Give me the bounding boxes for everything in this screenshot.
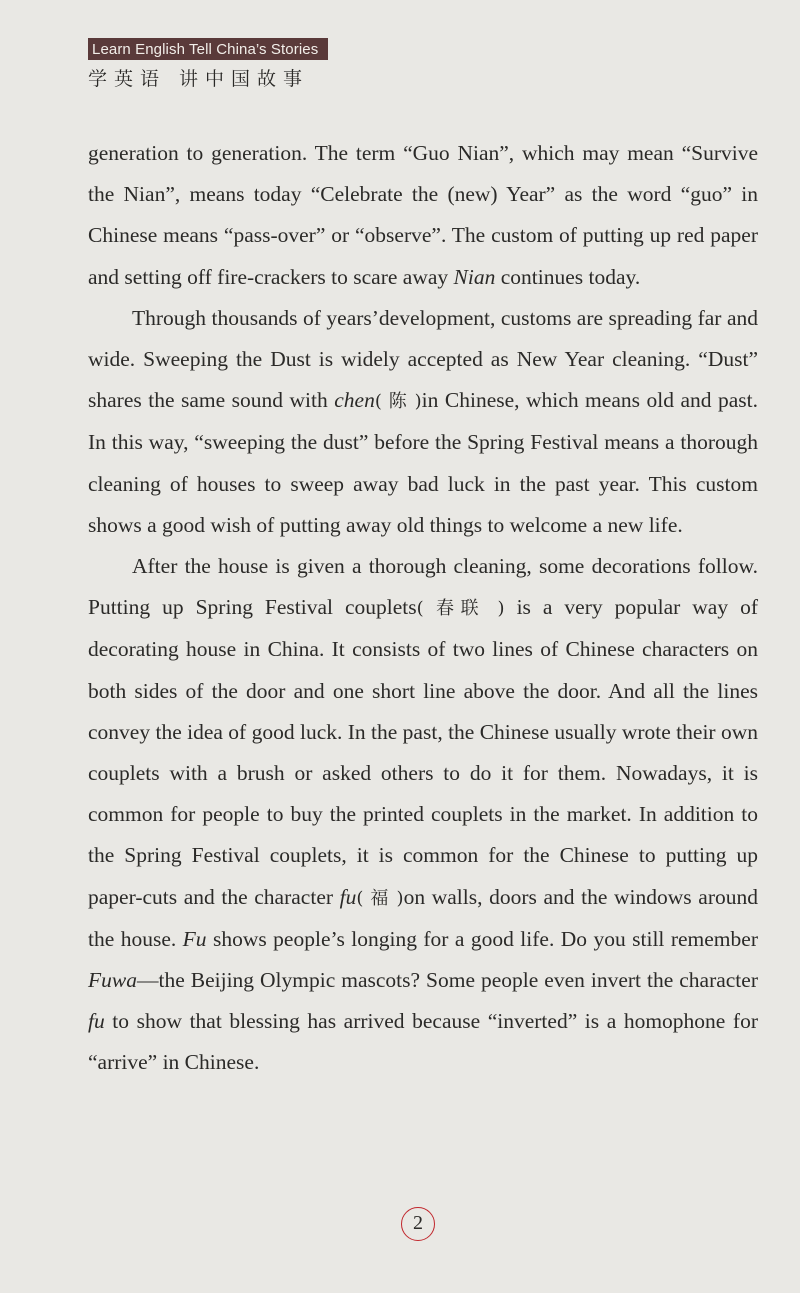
paragraph-text: generation to generation. The term “Guo Nian”, which may mean “Survive the Nian”, means today “Celebrate the (new) Year” as the word “guo” in Chinese means “pass-over” or “observe”. The custom of putting up red paper and setting off fire-crackers to scare away <box>88 141 758 289</box>
emphasis-term: Fu <box>182 926 207 951</box>
paragraph-text: Through thousands of years’development, customs are spreading far and wide. Sweeping the Dust is widely accepted as New Year cleaning. “Dust” shares the same sound with <box>88 305 758 413</box>
emphasis-term: chen <box>334 388 375 413</box>
paragraph-1 <box>88 133 758 298</box>
emphasis-term: fu <box>88 1009 105 1034</box>
page-body <box>88 133 758 1084</box>
emphasis-term: fu <box>339 884 357 909</box>
emphasis-term: Nian <box>453 264 496 289</box>
paragraph-text: —the Beijing Olympic mascots? Some people even invert the character <box>136 968 758 993</box>
paragraph-3 <box>88 546 758 1084</box>
chinese-gloss: ( 春联 ) <box>416 598 505 620</box>
paragraph-2 <box>88 298 758 546</box>
page-number: 2 <box>401 1207 435 1241</box>
chinese-gloss: ( 福 ) <box>356 887 404 909</box>
paragraph-text: After the house is given a thorough cleaning, some decorations follow. Putting up Spring Festival couplets <box>88 554 758 620</box>
emphasis-term: Fuwa <box>88 968 137 993</box>
running-header <box>88 38 328 91</box>
series-title-en: Learn English Tell China’s Stories <box>88 38 328 60</box>
chinese-gloss: ( 陈 ) <box>374 391 422 413</box>
paragraph-text: shows people’s longing for a good life. Do you still remember <box>206 926 758 951</box>
paragraph-text: continues today. <box>495 264 641 289</box>
paragraph-text: on walls, doors and the windows around the house. <box>88 884 758 951</box>
paragraph-text: is a very popular way of decorating house in China. It consists of two lines of Chinese characters on both sides of the door and one short line above the door. And all the lines convey the idea of good luck. In the past, the Chinese usually wrote their own couplets with a brush or asked others to do it for them. Nowadays, it is common for people to buy the printed couplets in the market. In addition to the Spring Festival couplets, it is common for the Chinese to putting up paper-cuts and the character <box>88 595 758 909</box>
paragraph-text: in Chinese, which means old and past. In this way, “sweeping the dust” before the Spring Festival means a thorough cleaning of houses to sweep away bad luck in the past year. This custom shows a good wish of putting away old things to welcome a new life. <box>88 388 758 537</box>
paragraph-text: to show that blessing has arrived because “inverted” is a homophone for “arrive” in Chinese. <box>88 1009 758 1075</box>
series-title-cn: 学英语 讲中国故事 <box>88 68 310 90</box>
